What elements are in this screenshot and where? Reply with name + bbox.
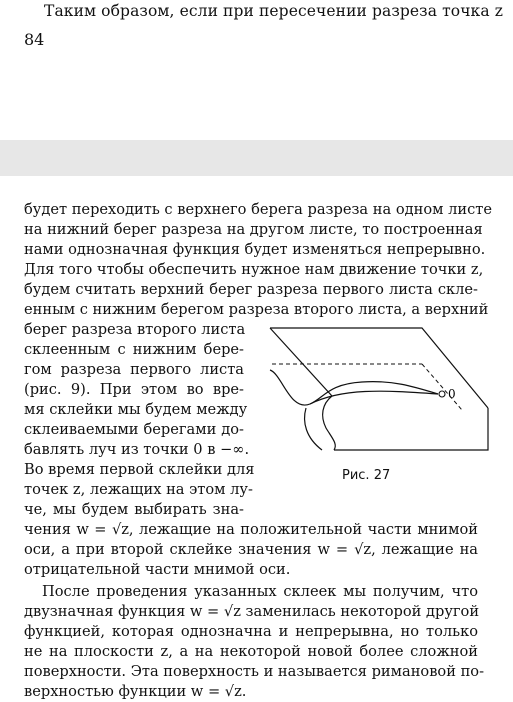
text-line: склеиваемыми берегами до- (24, 421, 244, 438)
lower-sheet-hidden-edge (422, 364, 462, 410)
text-line: верхностью функции w = √z. (24, 683, 247, 700)
text-line: не на плоскости z, а на некоторой новой более сложной (24, 643, 478, 660)
upper-sheet-left-edge (270, 328, 332, 396)
text-line: отрицательной части мнимой оси. (24, 561, 291, 578)
page-number: 84 (24, 30, 45, 49)
text-line: точек z, лежащих на этом лу- (24, 481, 253, 498)
text-line: чения w = √z, лежащие на положительной части мнимой (24, 521, 478, 538)
text-line: будем считать верхний берег разреза первого листа скле- (24, 281, 478, 298)
text-line: оси, а при второй склейке значения w = √z, лежащие на (24, 541, 478, 558)
cut-fold-curve (323, 396, 336, 450)
lower-sheet-outline (334, 408, 488, 450)
text-line: склеенным с нижним бере- (24, 341, 244, 358)
text-line: гом разреза первого листа (24, 361, 244, 378)
text-line-figure-ref: (рис. 9). При этом во вре- (24, 381, 244, 398)
text-line: енным с нижним берегом разреза второго листа, а верхний (24, 301, 489, 318)
text-line: на нижний берег разреза на другом листе, то построенная (24, 221, 483, 238)
text-line: двузначная функция w = √z заменилась некоторой другой (24, 603, 480, 620)
text-line: Для того чтобы обеспечить нужное нам движение точки z, (24, 261, 484, 278)
cut-fold-curve (270, 370, 438, 405)
riemann-surface-figure (262, 312, 492, 472)
figure-caption: Рис. 27 (342, 468, 391, 483)
text-line: мя склейки мы будем между (24, 401, 248, 418)
previous-page-last-line: Таким образом, если при пересечении разреза точка z (44, 2, 503, 20)
previous-page-bottom (0, 0, 513, 140)
text-line: Во время первой склейки для (24, 461, 255, 478)
riemann-surface-drawing (262, 312, 492, 472)
text-line: че, мы будем выбирать зна- (24, 501, 244, 518)
text-line: поверхности. Эта поверхность и называется римановой по- (24, 663, 485, 680)
text-line: бавлять луч из точки 0 в −∞. (24, 441, 250, 458)
text-line: будет переходить с верхнего берега разреза на одном листе (24, 201, 492, 218)
text-line: нами однозначная функция будет изменяться непрерывно. (24, 241, 486, 258)
page-separator (0, 140, 513, 176)
cut-fold-curve (305, 408, 322, 450)
text-line: После проведения указанных склеек мы получим, что (42, 583, 478, 600)
origin-label: 0 (448, 387, 456, 401)
text-line: берег разреза второго листа (24, 321, 246, 338)
origin-point (439, 391, 445, 397)
text-line: функцией, которая однозначна и непрерывна, но только (24, 623, 478, 640)
